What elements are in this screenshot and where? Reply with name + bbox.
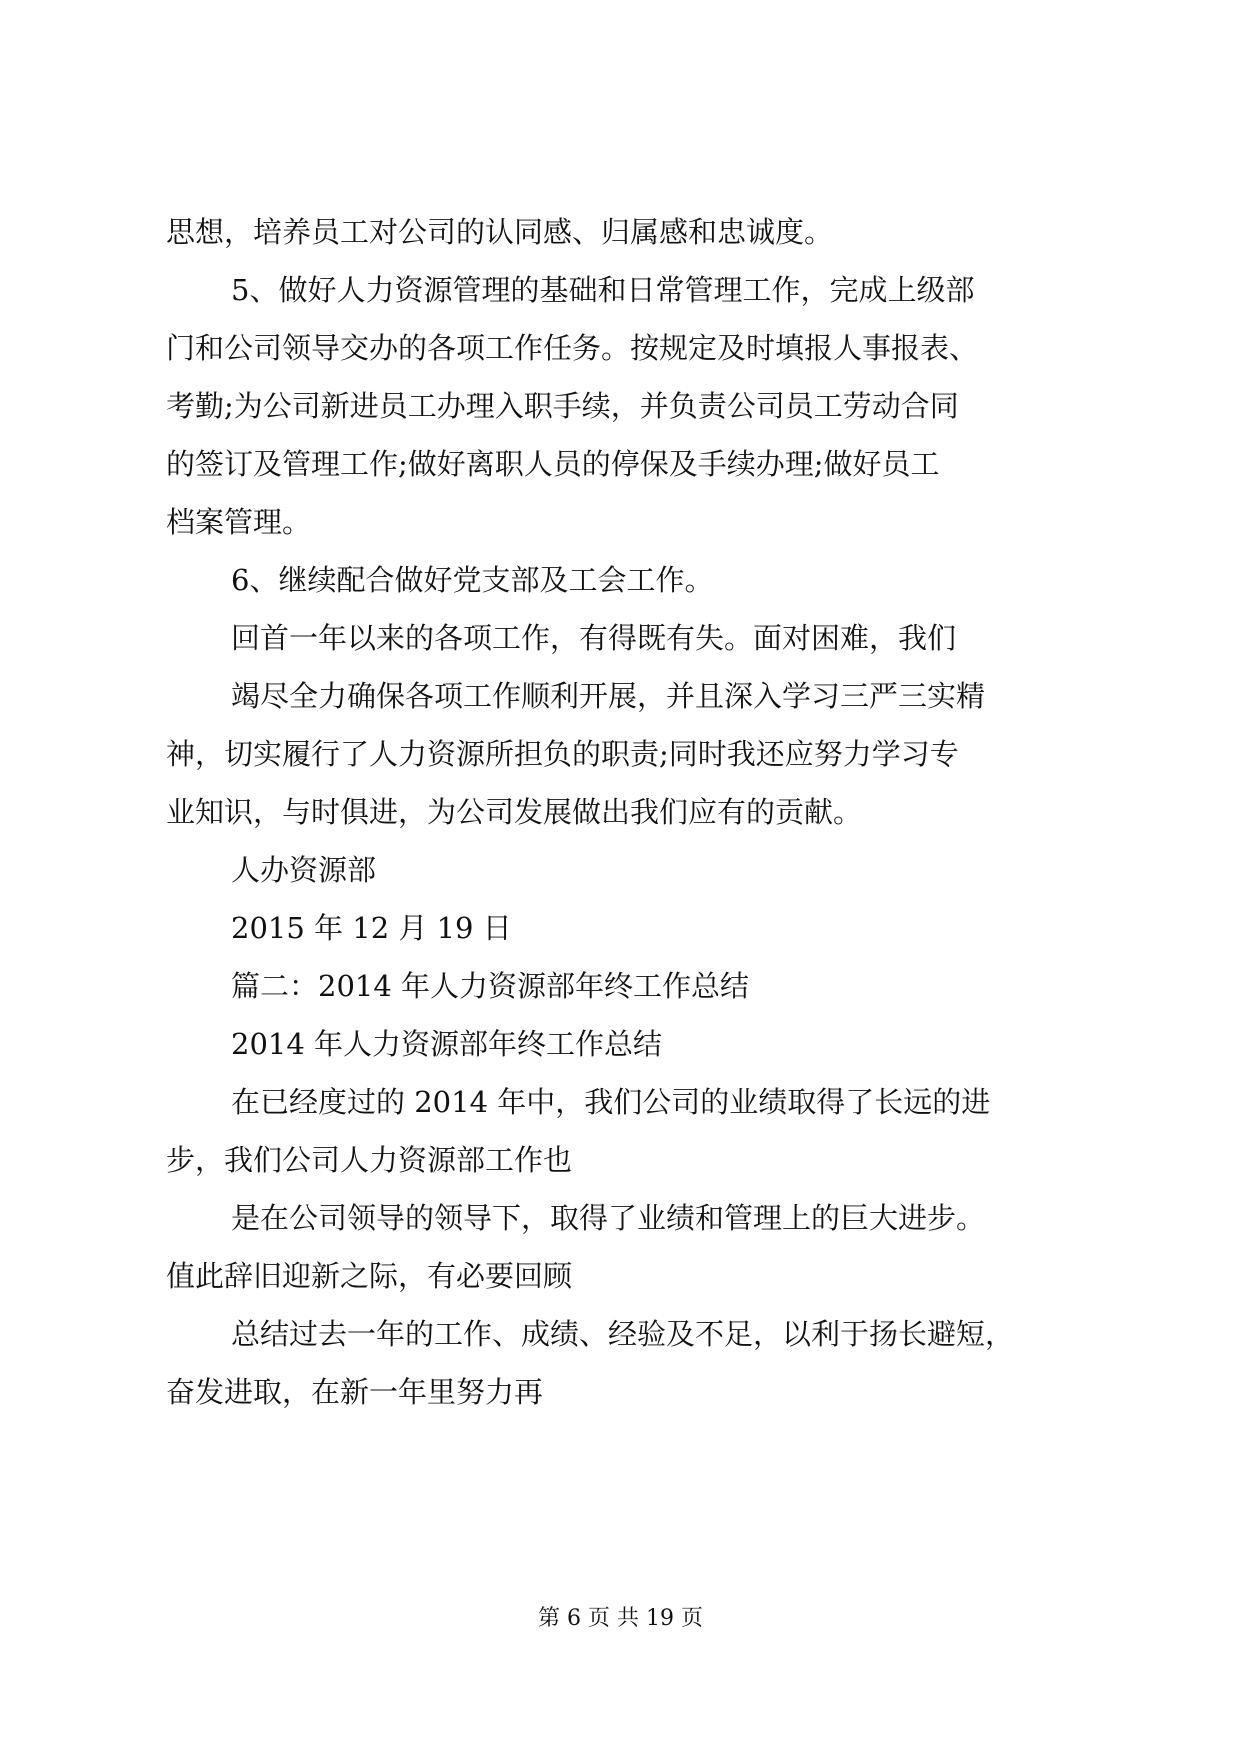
body-line-10: 神，切实履行了人力资源所担负的职责;同时我还应努力学习专 [166,737,959,771]
section-title: 2014 年人力资源部年终工作总结 [231,1027,663,1061]
body-line-19: 值此辞旧迎新之际，有必要回顾 [166,1259,573,1293]
section-heading: 篇二：2014 年人力资源部年终工作总结 [231,969,750,1003]
body-line-1: 思想，培养员工对公司的认同感、归属感和忠诚度。 [166,215,834,249]
body-line-5: 的签订及管理工作;做好离职人员的停保及手续办理;做好员工 [166,447,940,481]
body-line-11: 业知识，与时俱进，为公司发展做出我们应有的贡献。 [166,795,863,829]
body-line-17: 步，我们公司人力资源部工作也 [166,1143,573,1177]
body-line-18: 是在公司领导的领导下，取得了业绩和管理上的巨大进步。 [231,1201,986,1235]
body-line-9: 竭尽全力确保各项工作顺利开展，并且深入学习三严三实精 [231,679,986,713]
body-line-3: 门和公司领导交办的各项工作任务。按规定及时填报人事报表、 [166,331,979,365]
body-line-20: 总结过去一年的工作、成绩、经验及不足，以利于扬长避短， [231,1317,1015,1351]
body-line-6: 档案管理。 [166,505,312,539]
department-signature: 人办资源部 [231,853,377,887]
body-line-4: 考勤;为公司新进员工办理入职手续，并负责公司员工劳动合同 [166,389,959,423]
body-line-2: 5、做好人力资源管理的基础和日常管理工作，完成上级部 [231,273,975,307]
page-number-footer: 第 6 页 共 19 页 [538,1606,703,1631]
signature-date: 2015 年 12 月 19 日 [231,911,512,945]
body-line-8: 回首一年以来的各项工作，有得既有失。面对困难，我们 [231,621,957,655]
body-line-21: 奋发进取，在新一年里努力再 [166,1375,544,1409]
body-line-16: 在已经度过的 2014 年中，我们公司的业绩取得了长远的进 [231,1085,991,1119]
body-line-7: 6、继续配合做好党支部及工会工作。 [231,563,714,597]
